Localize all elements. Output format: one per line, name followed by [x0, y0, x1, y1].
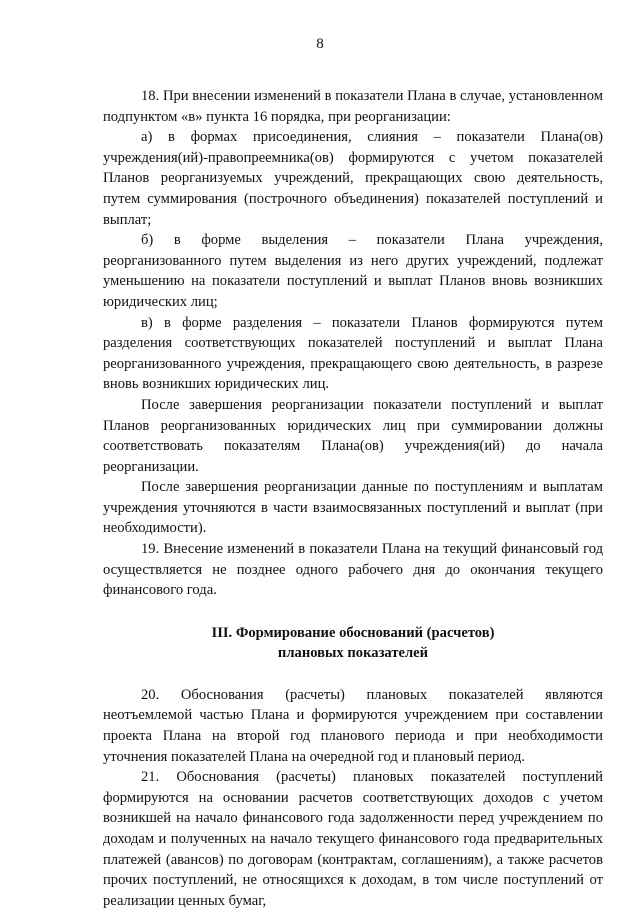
paragraph-18b: б) в форме выделения – показатели Плана учреждения, реорганизованного путем выделения из него других учреждений, подлежат уменьшению на показатели поступлений и выплат Планов вновь возникших юридических лиц;: [103, 232, 603, 310]
paragraph-19: 19. Внесение изменений в показатели Плана на текущий финансовый год осуществляется не позднее одного рабочего дня до окончания текущего финансового года.: [103, 541, 603, 599]
page-number: 8: [316, 36, 324, 52]
paragraph-18: 18. При внесении изменений в показатели Плана в случае, установленном подпунктом «в» пункта 16 порядка, при реорганизации:: [103, 88, 603, 125]
section-heading-line-1: III. Формирование обоснований (расчетов): [211, 624, 495, 641]
paragraph-18a: а) в формах присоединения, слияния – показатели Плана(ов) учреждения(ий)-правопреемника(ов) формируются с учетом показателей Планов реорганизуемых учреждений, прекращающих свою деятельность, путем суммирования (построчного объединения) показателей поступлений и выплат;: [103, 129, 603, 228]
paragraph-20: 20. Обоснования (расчеты) плановых показателей являются неотъемлемой частью Плана и формируются учреждением при составлении проекта Плана на второй год планового периода и при необходимости уточнения показателей Плана на очередной год и плановый период.: [103, 686, 603, 765]
paragraph-after-reorganization-2: После завершения реорганизации данные по поступлениям и выплатам учреждения уточняются в части взаимосвязанных поступлений и выплат (при необходимости).: [103, 479, 603, 537]
document-body: [103, 86, 603, 911]
section-heading: [103, 623, 603, 663]
paragraph-21: 21. Обоснования (расчеты) плановых показателей поступлений формируются на основании расчетов соответствующих доходов с учетом возникшей на начало финансового года задолженности перед учреждением по доходам и полученных на начало текущего финансового года предварительных платежей (авансов) по договорам (контрактам, соглашениям), а также расчетов прочих поступлений, не относящихся к доходам, в том числе поступлений от реализации ценных бумаг,: [103, 769, 603, 909]
paragraph-18v: в) в форме разделения – показатели Планов формируются путем разделения соответствующих показателей поступлений и выплат Плана реорганизованного учреждения, прекращающего свою деятельность, в разрезе вновь возникших юридических лиц.: [103, 314, 603, 393]
paragraph-after-reorganization-1: После завершения реорганизации показатели поступлений и выплат Планов реорганизованных юридических лиц при суммировании должны соответствовать показателям Плана(ов) учреждения(ий) до начала реорганизации.: [103, 396, 603, 475]
section-heading-line-2: плановых показателей: [277, 644, 429, 661]
